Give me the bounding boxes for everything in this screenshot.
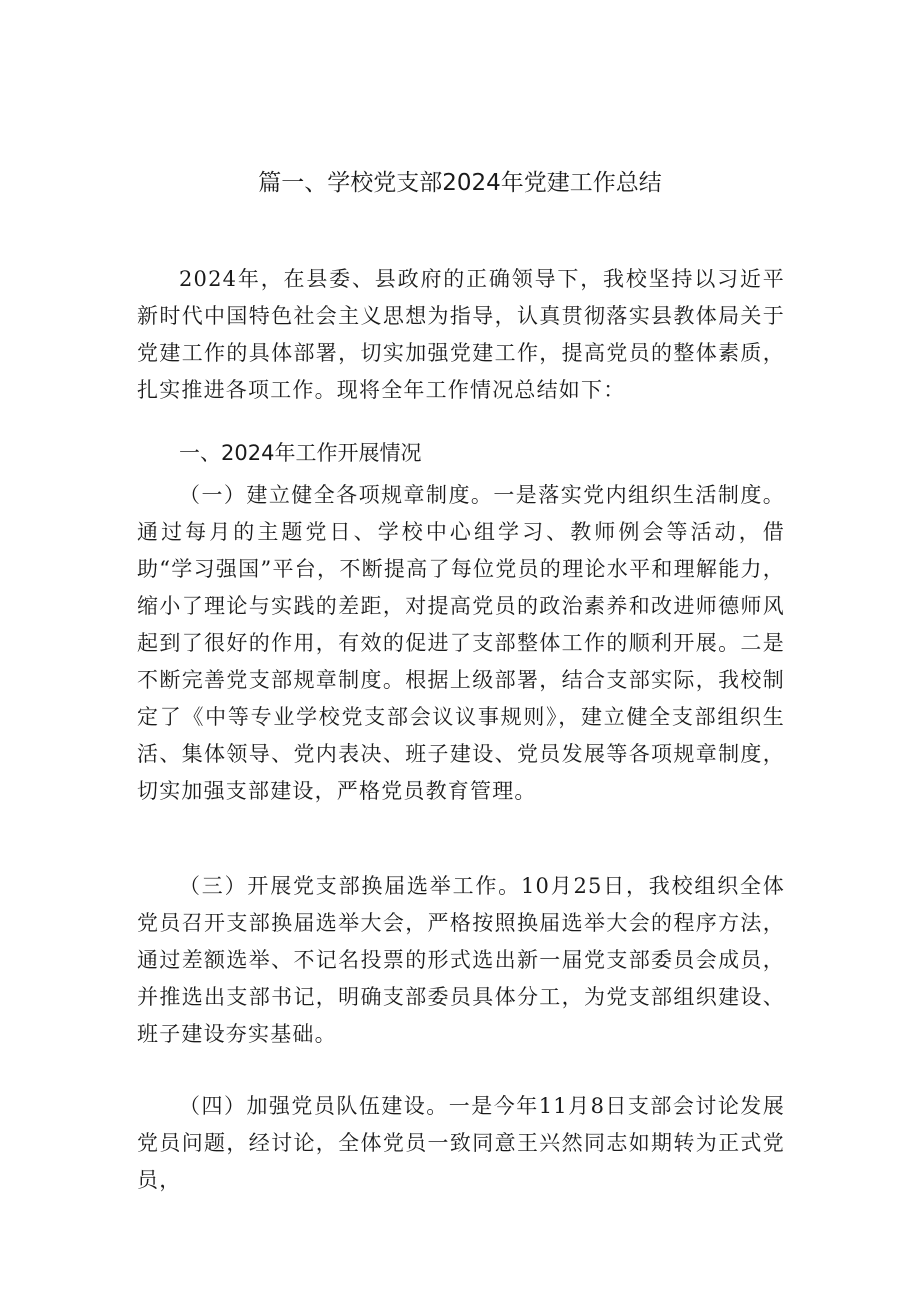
section-heading: 一、2024年工作开展情况 bbox=[179, 441, 422, 465]
intro-paragraph: 2024年，在县委、县政府的正确领导下，我校坚持以习近平新时代中国特色社会主义思想为指导，认真贯彻落实县教体局关于党建工作的具体部署，切实加强党建工作，提高党员的整体素质，扎实推进各项工作。现将全年工作情况总结如下： bbox=[137, 267, 785, 402]
document-title: 篇一、学校党支部2024年党建工作总结 bbox=[258, 170, 662, 196]
paragraph-regulations: （一）建立健全各项规章制度。一是落实党内组织生活制度。通过每月的主题党日、学校中心组学习、教师例会等活动，借助“学习强国”平台，不断提高了每位党员的理论水平和理解能力，缩小了理论与实践的差距，对提高党员的政治素养和改进师德师风起到了很好的作用，有效的促进了支部整体工作的顺利开展。二是不断完善党支部规章制度。根据上级部署，结合支部实际，我校制定了《中等专业学校党支部会议议事规则》，建立健全支部组织生活、集体领导、党内表决、班子建设、党员发展等各项规章制度，切实加强支部建设，严格党员教育管理。 bbox=[137, 483, 785, 803]
paragraph-team-building: （四）加强党员队伍建设。一是今年11月8日支部会讨论发展党员问题，经讨论，全体党员一致同意王兴然同志如期转为正式党员， bbox=[137, 1094, 785, 1192]
paragraph-election: （三）开展党支部换届选举工作。10月25日，我校组织全体党员召开支部换届选举大会，严格按照换届选举大会的程序方法，通过差额选举、不记名投票的形式选出新一届党支部委员会成员，并推选出支部书记，明确支部委员具体分工，为党支部组织建设、班子建设夯实基础。 bbox=[137, 874, 785, 1046]
